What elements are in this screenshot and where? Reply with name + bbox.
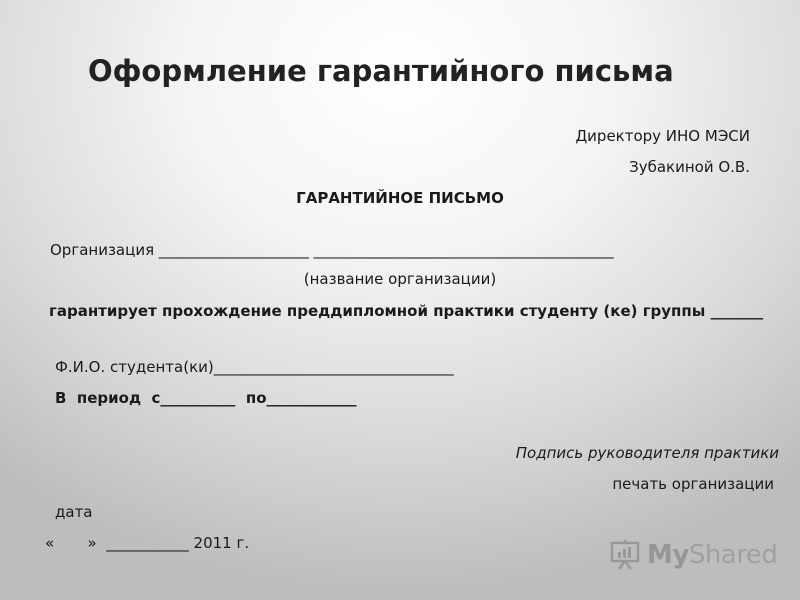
- addressee-line-1: Директору ИНО МЭСИ: [575, 127, 750, 145]
- presentation-icon: [609, 538, 643, 572]
- organization-hint: (название организации): [303, 270, 497, 288]
- watermark-text: MyShared: [647, 540, 778, 570]
- student-line: Ф.И.О. студента(ки)________________________________: [55, 358, 454, 376]
- stamp-line: печать организации: [612, 475, 774, 493]
- signature-line: Подпись руководителя практики: [515, 444, 779, 462]
- guarantee-line: гарантирует прохождение преддипломной практики студенту (ке) группы _______: [49, 302, 764, 320]
- document-heading: ГАРАНТИЙНОЕ ПИСЬМО: [296, 189, 504, 207]
- organization-line: Организация ____________________ ________________________________________: [50, 241, 614, 259]
- date-line: « » ___________ 2011 г.: [45, 534, 250, 552]
- period-line: В период с__________ по____________: [55, 389, 357, 407]
- addressee-line-2: Зубакиной О.В.: [629, 158, 750, 176]
- watermark-logo: [609, 537, 777, 573]
- date-label: дата: [55, 503, 93, 521]
- slide-title: Оформление гарантийного письма: [88, 54, 674, 88]
